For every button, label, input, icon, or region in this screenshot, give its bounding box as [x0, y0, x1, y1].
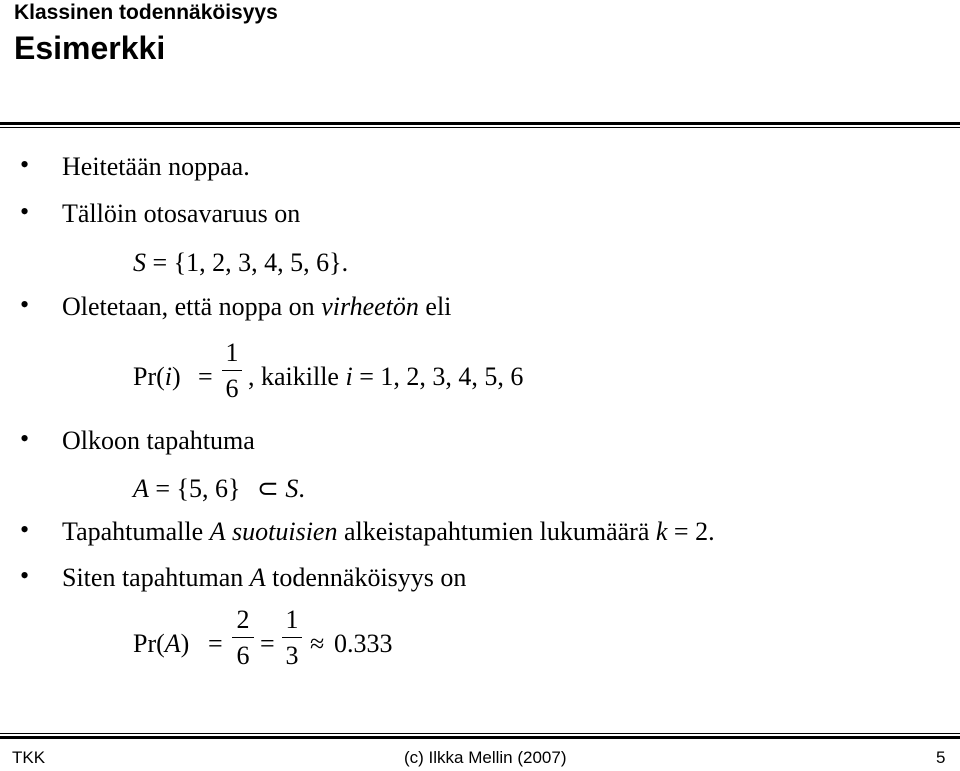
var-i: i — [345, 362, 353, 391]
bullet-text: Olkoon tapahtuma — [62, 426, 255, 455]
slide-title: Esimerkki — [14, 30, 166, 66]
fraction-one-third — [282, 605, 302, 671]
bullet-text: Heitetään noppaa. — [62, 152, 250, 181]
bullet-text-italic: virheetön — [321, 292, 419, 321]
denominator: 6 — [225, 374, 239, 403]
condition-text: , kaikille — [248, 362, 346, 391]
approx-symbol: ≈ — [310, 629, 325, 658]
event-set: = {5, 6} — [148, 474, 241, 503]
footer-rule — [0, 736, 960, 739]
fraction-bar — [222, 370, 242, 371]
bullet-icon: • — [20, 515, 30, 544]
denominator: 6 — [236, 641, 250, 670]
footer-rule-thin — [0, 733, 960, 734]
bullet-text-italic: suotuisien — [232, 517, 338, 546]
bullet-text — [62, 517, 715, 547]
bullet-icon: • — [20, 290, 30, 319]
period: . — [298, 474, 305, 503]
var-a: A — [209, 517, 226, 546]
bullet-icon: • — [20, 197, 30, 226]
var-k: k — [655, 517, 668, 546]
pr-open: Pr( — [133, 362, 165, 391]
condition-values: = 1, 2, 3, 4, 5, 6 — [352, 362, 524, 391]
bullet-text-part: Siten tapahtuman — [62, 563, 250, 592]
bullet-icon: • — [20, 150, 30, 179]
footer-copyright: (c) Ilkka Mellin (2007) — [404, 748, 567, 767]
prob-i-lhs — [133, 362, 181, 392]
numerator: 2 — [236, 605, 250, 634]
var-i: i — [164, 362, 173, 391]
fraction-bar — [282, 637, 302, 638]
bullet-text-part: Tapahtumalle — [62, 517, 210, 546]
var-a: A — [164, 629, 181, 658]
header-rule — [0, 122, 960, 125]
bullet-text-part: todennäköisyys on — [265, 563, 467, 592]
probability-value: 0.333 — [334, 629, 393, 658]
fraction-one-sixth — [222, 338, 242, 404]
numerator: 1 — [285, 605, 299, 634]
sample-space-set: = {1, 2, 3, 4, 5, 6}. — [146, 248, 349, 277]
pr-open: Pr( — [133, 629, 165, 658]
fraction-bar — [232, 637, 254, 638]
header-rule-thin — [0, 127, 960, 128]
sample-space-equation — [133, 248, 348, 278]
var-a: A — [133, 474, 149, 503]
var-s: S — [285, 474, 299, 503]
prob-i-condition — [248, 362, 523, 392]
pr-close: ) — [180, 629, 190, 658]
bullet-text-part: = 2. — [667, 517, 715, 546]
subset-symbol: ⊂ — [257, 474, 279, 503]
bullet-text-part: alkeistapahtumien lukumäärä — [337, 517, 656, 546]
prob-a-lhs — [133, 629, 189, 659]
event-equation — [133, 474, 305, 504]
course-title: Klassinen todennäköisyys — [14, 1, 278, 24]
bullet-text-part: Oletetaan, että noppa on — [62, 292, 322, 321]
fraction-two-sixths — [232, 605, 254, 671]
equals-sign: = — [260, 629, 275, 658]
pr-close: ) — [172, 362, 181, 391]
bullet-icon: • — [20, 424, 30, 453]
bullet-text: Tällöin otosavaruus on — [62, 199, 301, 228]
footer-institution: TKK — [12, 748, 46, 767]
bullet-text-part: eli — [418, 292, 452, 321]
bullet-icon: • — [20, 561, 30, 590]
page-number: 5 — [936, 748, 946, 767]
equals-sign: = — [208, 629, 223, 658]
bullet-text — [62, 563, 466, 593]
numerator: 1 — [225, 338, 239, 367]
denominator: 3 — [285, 641, 299, 670]
bullet-text — [62, 292, 451, 322]
var-s: S — [133, 248, 146, 277]
var-a: A — [249, 563, 266, 592]
equals-sign: = — [198, 362, 213, 391]
